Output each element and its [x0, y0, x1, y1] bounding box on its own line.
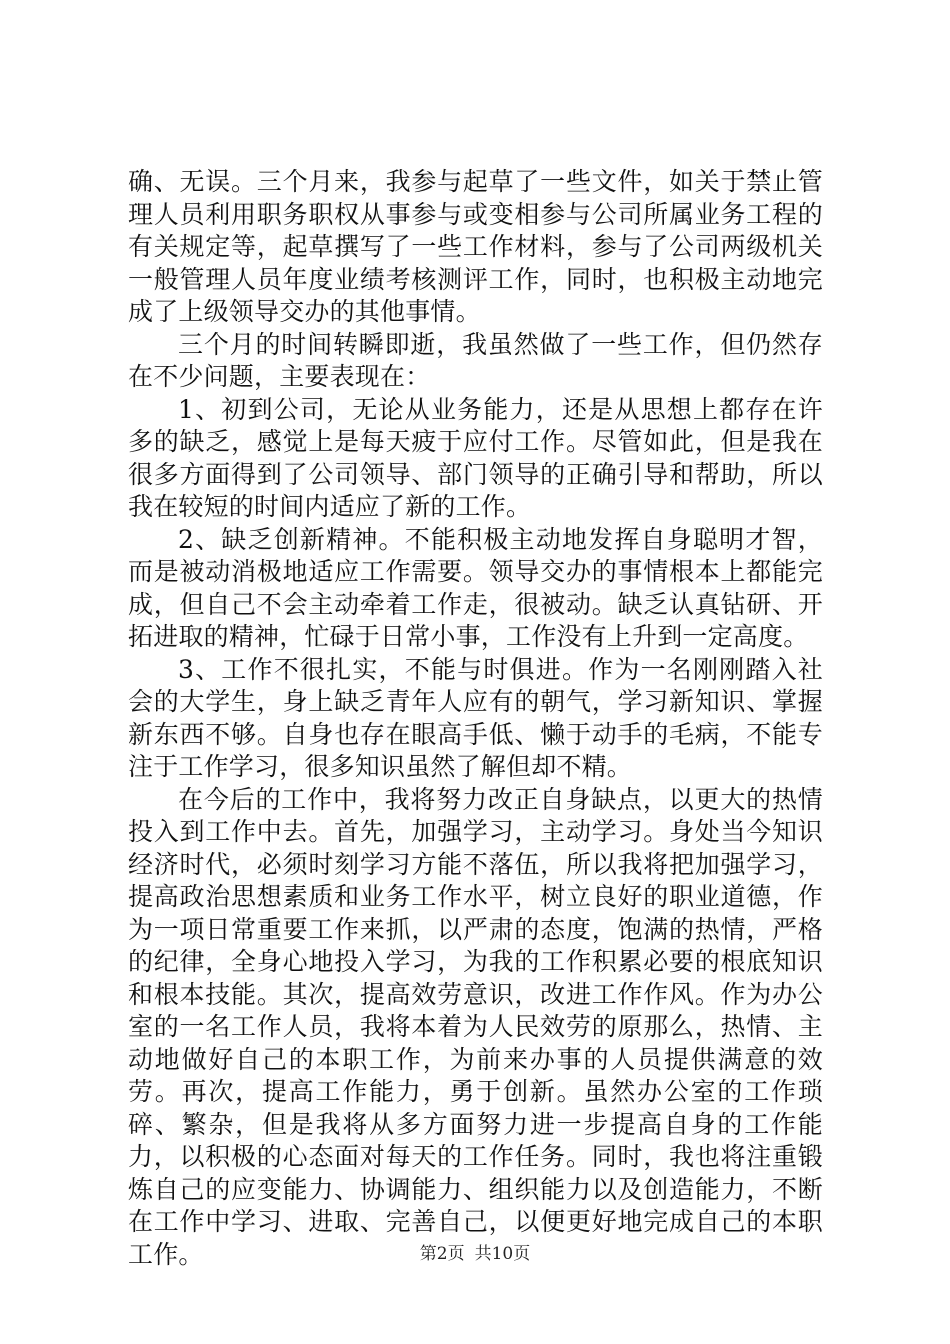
page-footer — [0, 1243, 950, 1265]
paragraph-problem-1: 1、初到公司，无论从业务能力，还是从思想上都存在许多的缺乏，感觉上是每天疲于应付工作。尽管如此，但是我在很多方面得到了公司领导、部门领导的正确引导和帮助，所以我在较短的时间内适应了新的工作。 — [128, 394, 823, 521]
paragraph-problem-2: 2、缺乏创新精神。不能积极主动地发挥自身聪明才智，而是被动消极地适应工作需要。领导交办的事情根本上都能完成，但自己不会主动牵着工作走，很被动。缺乏认真钻研、开拓进取的精神，忙碌于日常小事，工作没有上升到一定高度。 — [128, 524, 823, 651]
paragraph-continuation: 确、无误。三个月来，我参与起草了一些文件，如关于禁止管理人员利用职务职权从事参与或变相参与公司所属业务工程的有关规定等，起草撰写了一些工作材料，参与了公司两级机关一般管理人员年度业绩考核测评工作，同时，也积极主动地完成了上级领导交办的其他事情。 — [128, 167, 823, 326]
page-number: 第2页 — [419, 1244, 465, 1264]
document-body — [128, 166, 823, 1271]
paragraph-problem-3: 3、工作不很扎实，不能与时俱进。作为一名刚刚踏入社会的大学生，身上缺乏青年人应有的朝气，学习新知识、掌握新东西不够。自身也存在眼高手低、懒于动手的毛病，不能专注于工作学习，很多知识虽然了解但却不精。 — [128, 654, 823, 781]
paragraph-problems-intro: 三个月的时间转瞬即逝，我虽然做了一些工作，但仍然存在不少问题，主要表现在： — [128, 329, 823, 391]
page-total: 共10页 — [474, 1244, 531, 1264]
paragraph-future-plan: 在今后的工作中，我将努力改正自身缺点，以更大的热情投入到工作中去。首先，加强学习，主动学习。身处当今知识经济时代，必须时刻学习方能不落伍，所以我将把加强学习，提高政治思想素质和业务工作水平，树立良好的职业道德，作为一项日常重要工作来抓，以严肃的态度，饱满的热情，严格的纪律，全身心地投入学习，为我的工作积累必要的根底知识和根本技能。其次，提高效劳意识，改进工作作风。作为办公室的一名工作人员，我将本着为人民效劳的原那么，热情、主动地做好自己的本职工作，为前来办事的人员提供满意的效劳。再次，提高工作能力，勇于创新。虽然办公室的工作琐碎、繁杂，但是我将从多方面努力进一步提高自身的工作能力，以积极的心态面对每天的工作任务。同时，我也将注重锻炼自己的应变能力、协调能力、组织能力以及创造能力，不断在工作中学习、进取、完善自己，以便更好地完成自己的本职工作。 — [128, 784, 823, 1269]
